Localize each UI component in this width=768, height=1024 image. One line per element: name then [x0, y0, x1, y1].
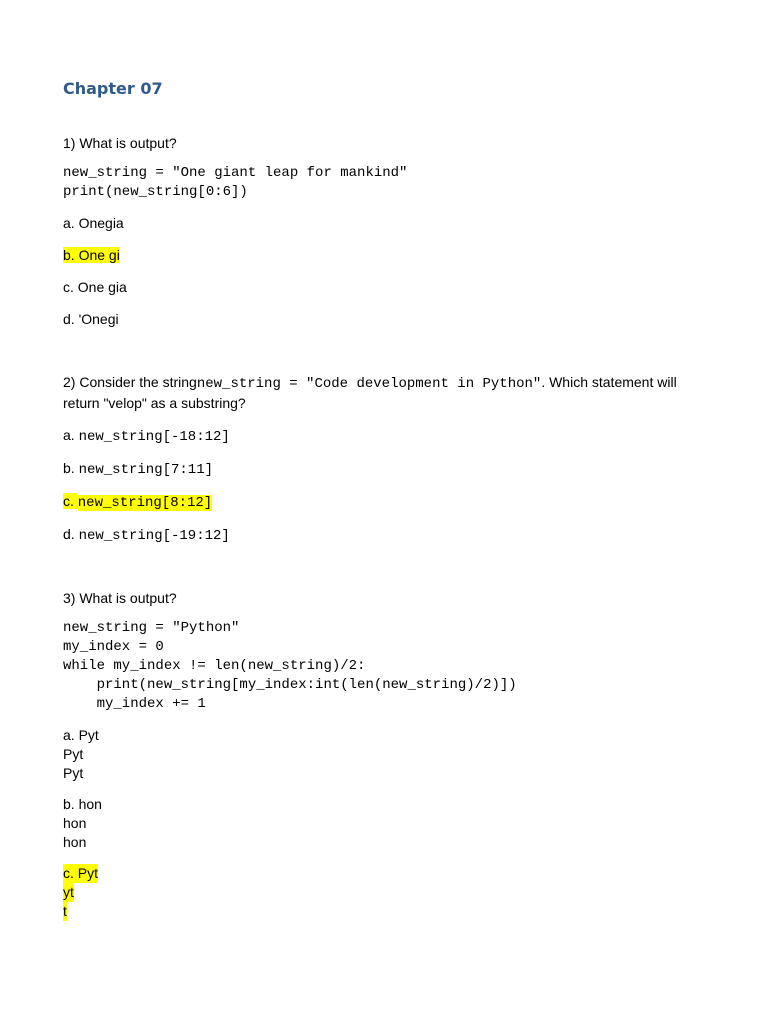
question-1-option-a: a. Onegia: [63, 215, 124, 231]
question-1-option-c: c. One gia: [63, 279, 127, 295]
question-1-code: new_string = "One giant leap for mankind" print(new_string[0:6]): [63, 165, 408, 200]
question-3-code: new_string = "Python" my_index = 0 while my_index != len(new_string)/2: print(new_string[my_index:int(len(new_string)/2)]) my_index += 1: [63, 620, 517, 712]
question-1-option-b-correct: b. One gi: [63, 247, 120, 263]
question-2-option-c-correct: c. new_string[8:12]: [63, 493, 213, 511]
question-1-prompt: 1) What is output?: [63, 135, 177, 151]
question-3-option-a: a. Pyt Pyt Pyt: [63, 727, 99, 781]
question-3-option-c-correct: c. Pyt yt t: [63, 865, 99, 919]
question-2-prompt-before: 2) Consider the string: [63, 374, 197, 390]
chapter-title: Chapter 07: [63, 79, 163, 98]
question-2-prompt-code: new_string = "Code development in Python": [196, 376, 542, 392]
question-3-prompt: 3) What is output?: [63, 590, 177, 606]
question-1-option-d: d. 'Onegi: [63, 311, 119, 327]
question-2-prompt: [63, 373, 703, 413]
question-2-prompt-after: . Which statement will return "velop" as a substring?: [63, 374, 677, 411]
question-3-option-b: b. hon hon hon: [63, 796, 102, 850]
question-2-option-d: d. new_string[-19:12]: [63, 526, 230, 544]
question-2-option-a: a. new_string[-18:12]: [63, 427, 230, 445]
question-2-option-b: b. new_string[7:11]: [63, 460, 213, 478]
